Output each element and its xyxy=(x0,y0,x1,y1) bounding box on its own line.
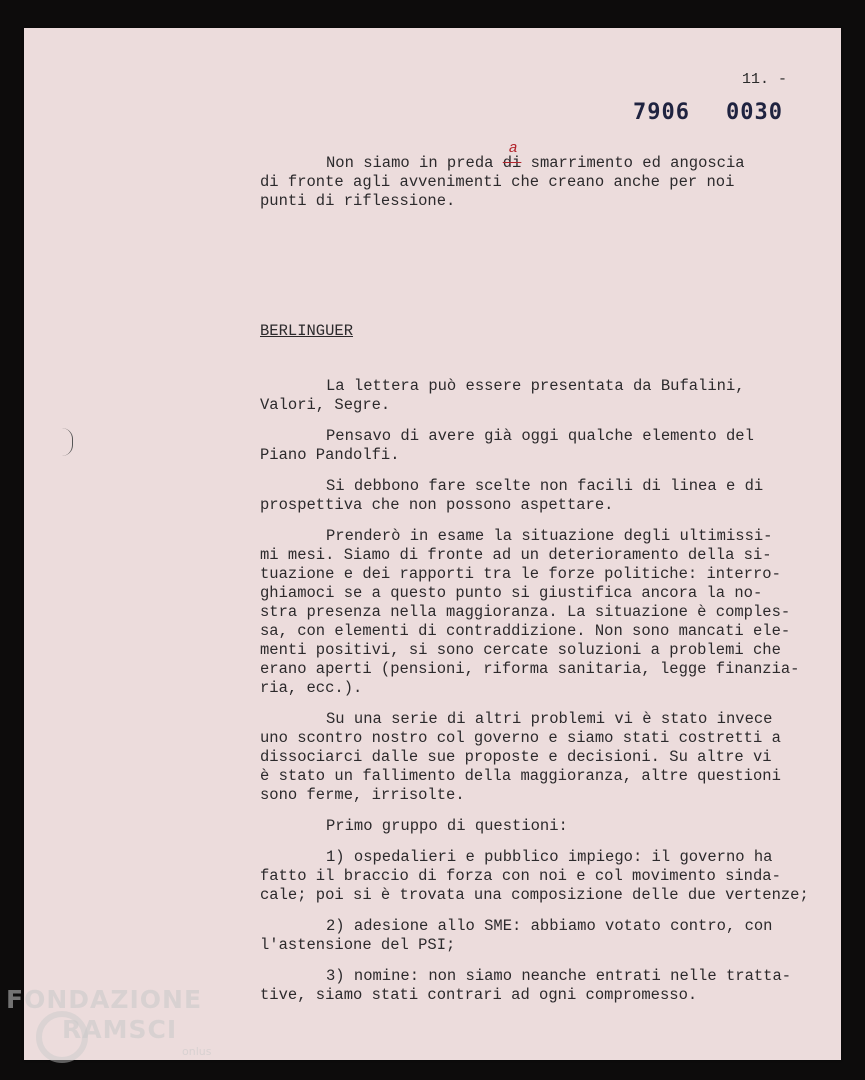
text-line: tuazione e dei rapporti tra le forze politiche: interro- xyxy=(260,565,781,583)
text-line: 1) ospedalieri e pubblico impiego: il governo ha xyxy=(326,848,773,866)
paragraph xyxy=(260,427,840,465)
watermark-line-3: onlus xyxy=(182,1045,212,1058)
paragraph xyxy=(260,477,840,515)
text-line: La lettera può essere presentata da Bufalini, xyxy=(326,377,745,395)
text-line: menti positivi, si sono cercate soluzioni a problemi che xyxy=(260,641,781,659)
watermark-line-2: RAMSCI xyxy=(62,1015,178,1044)
text-line: tive, siamo stati contrari ad ogni compromesso. xyxy=(260,986,698,1004)
paragraph xyxy=(260,377,840,415)
text-line: sa, con elementi di contraddizione. Non sono mancati ele- xyxy=(260,622,791,640)
text-line: Piano Pandolfi. xyxy=(260,446,400,464)
paragraph xyxy=(260,527,840,698)
text-line: l'astensione del PSI; xyxy=(260,936,456,954)
text-line: 2) adesione allo SME: abbiamo votato contro, con xyxy=(326,917,773,935)
archive-code-left: 7906 xyxy=(633,100,690,125)
text-line: Valori, Segre. xyxy=(260,396,391,414)
intro-paragraph xyxy=(260,140,840,211)
text-line: uno scontro nostro col governo e siamo stati costretti a xyxy=(260,729,781,747)
intro-line-3: punti di riflessione. xyxy=(260,192,456,210)
text-line: Prenderò in esame la situazione degli ultimissi- xyxy=(326,527,773,545)
handwritten-correction: di a xyxy=(502,140,522,172)
page-number: 11. - xyxy=(742,71,788,88)
archive-code-right: 0030 xyxy=(726,100,783,125)
paragraph xyxy=(260,710,840,805)
text-line: prospettiva che non possono aspettare. xyxy=(260,496,614,514)
text-line: Pensavo di avere già oggi qualche elemento del xyxy=(326,427,754,445)
paragraph xyxy=(260,848,840,905)
paragraph xyxy=(260,817,840,836)
text-line: erano aperti (pensioni, riforma sanitaria, legge finanzia- xyxy=(260,660,800,678)
text-line: mi mesi. Siamo di fronte ad un deterioramento della si- xyxy=(260,546,772,564)
text-line: Si debbono fare scelte non facili di linea e di xyxy=(326,477,764,495)
text-line: ghiamoci se a questo punto si giustifica ancora la no- xyxy=(260,584,763,602)
intro-line-1: Non siamo in preda di a smarrimento ed angoscia xyxy=(326,140,745,172)
text-line: sono ferme, irrisolte. xyxy=(260,786,465,804)
text-line: è stato un fallimento della maggioranza, altre questioni xyxy=(260,767,781,785)
paragraph xyxy=(260,967,840,1005)
watermark-line-1: FONDAZIONE xyxy=(6,985,203,1014)
speech-body xyxy=(260,377,840,1017)
text-line: Primo gruppo di questioni: xyxy=(326,817,568,835)
text-line: dissociarci dalle sue proposte e decisioni. Su altre vi xyxy=(260,748,772,766)
text-line: 3) nomine: non siamo neanche entrati nelle tratta- xyxy=(326,967,792,985)
intro-line-2: di fronte agli avvenimenti che creano anche per noi xyxy=(260,173,735,191)
text-line: cale; poi si è trovata una composizione delle due vertenze; xyxy=(260,886,809,904)
paragraph xyxy=(260,917,840,955)
watermark-logo xyxy=(6,985,212,1058)
text-line: Su una serie di altri problemi vi è stato invece xyxy=(326,710,773,728)
text-line: fatto il braccio di forza con noi e col movimento sinda- xyxy=(260,867,781,885)
text-line: stra presenza nella maggioranza. La situazione è comples- xyxy=(260,603,791,621)
speaker-heading: BERLINGUER xyxy=(260,322,354,340)
text-line: ria, ecc.). xyxy=(260,679,363,697)
